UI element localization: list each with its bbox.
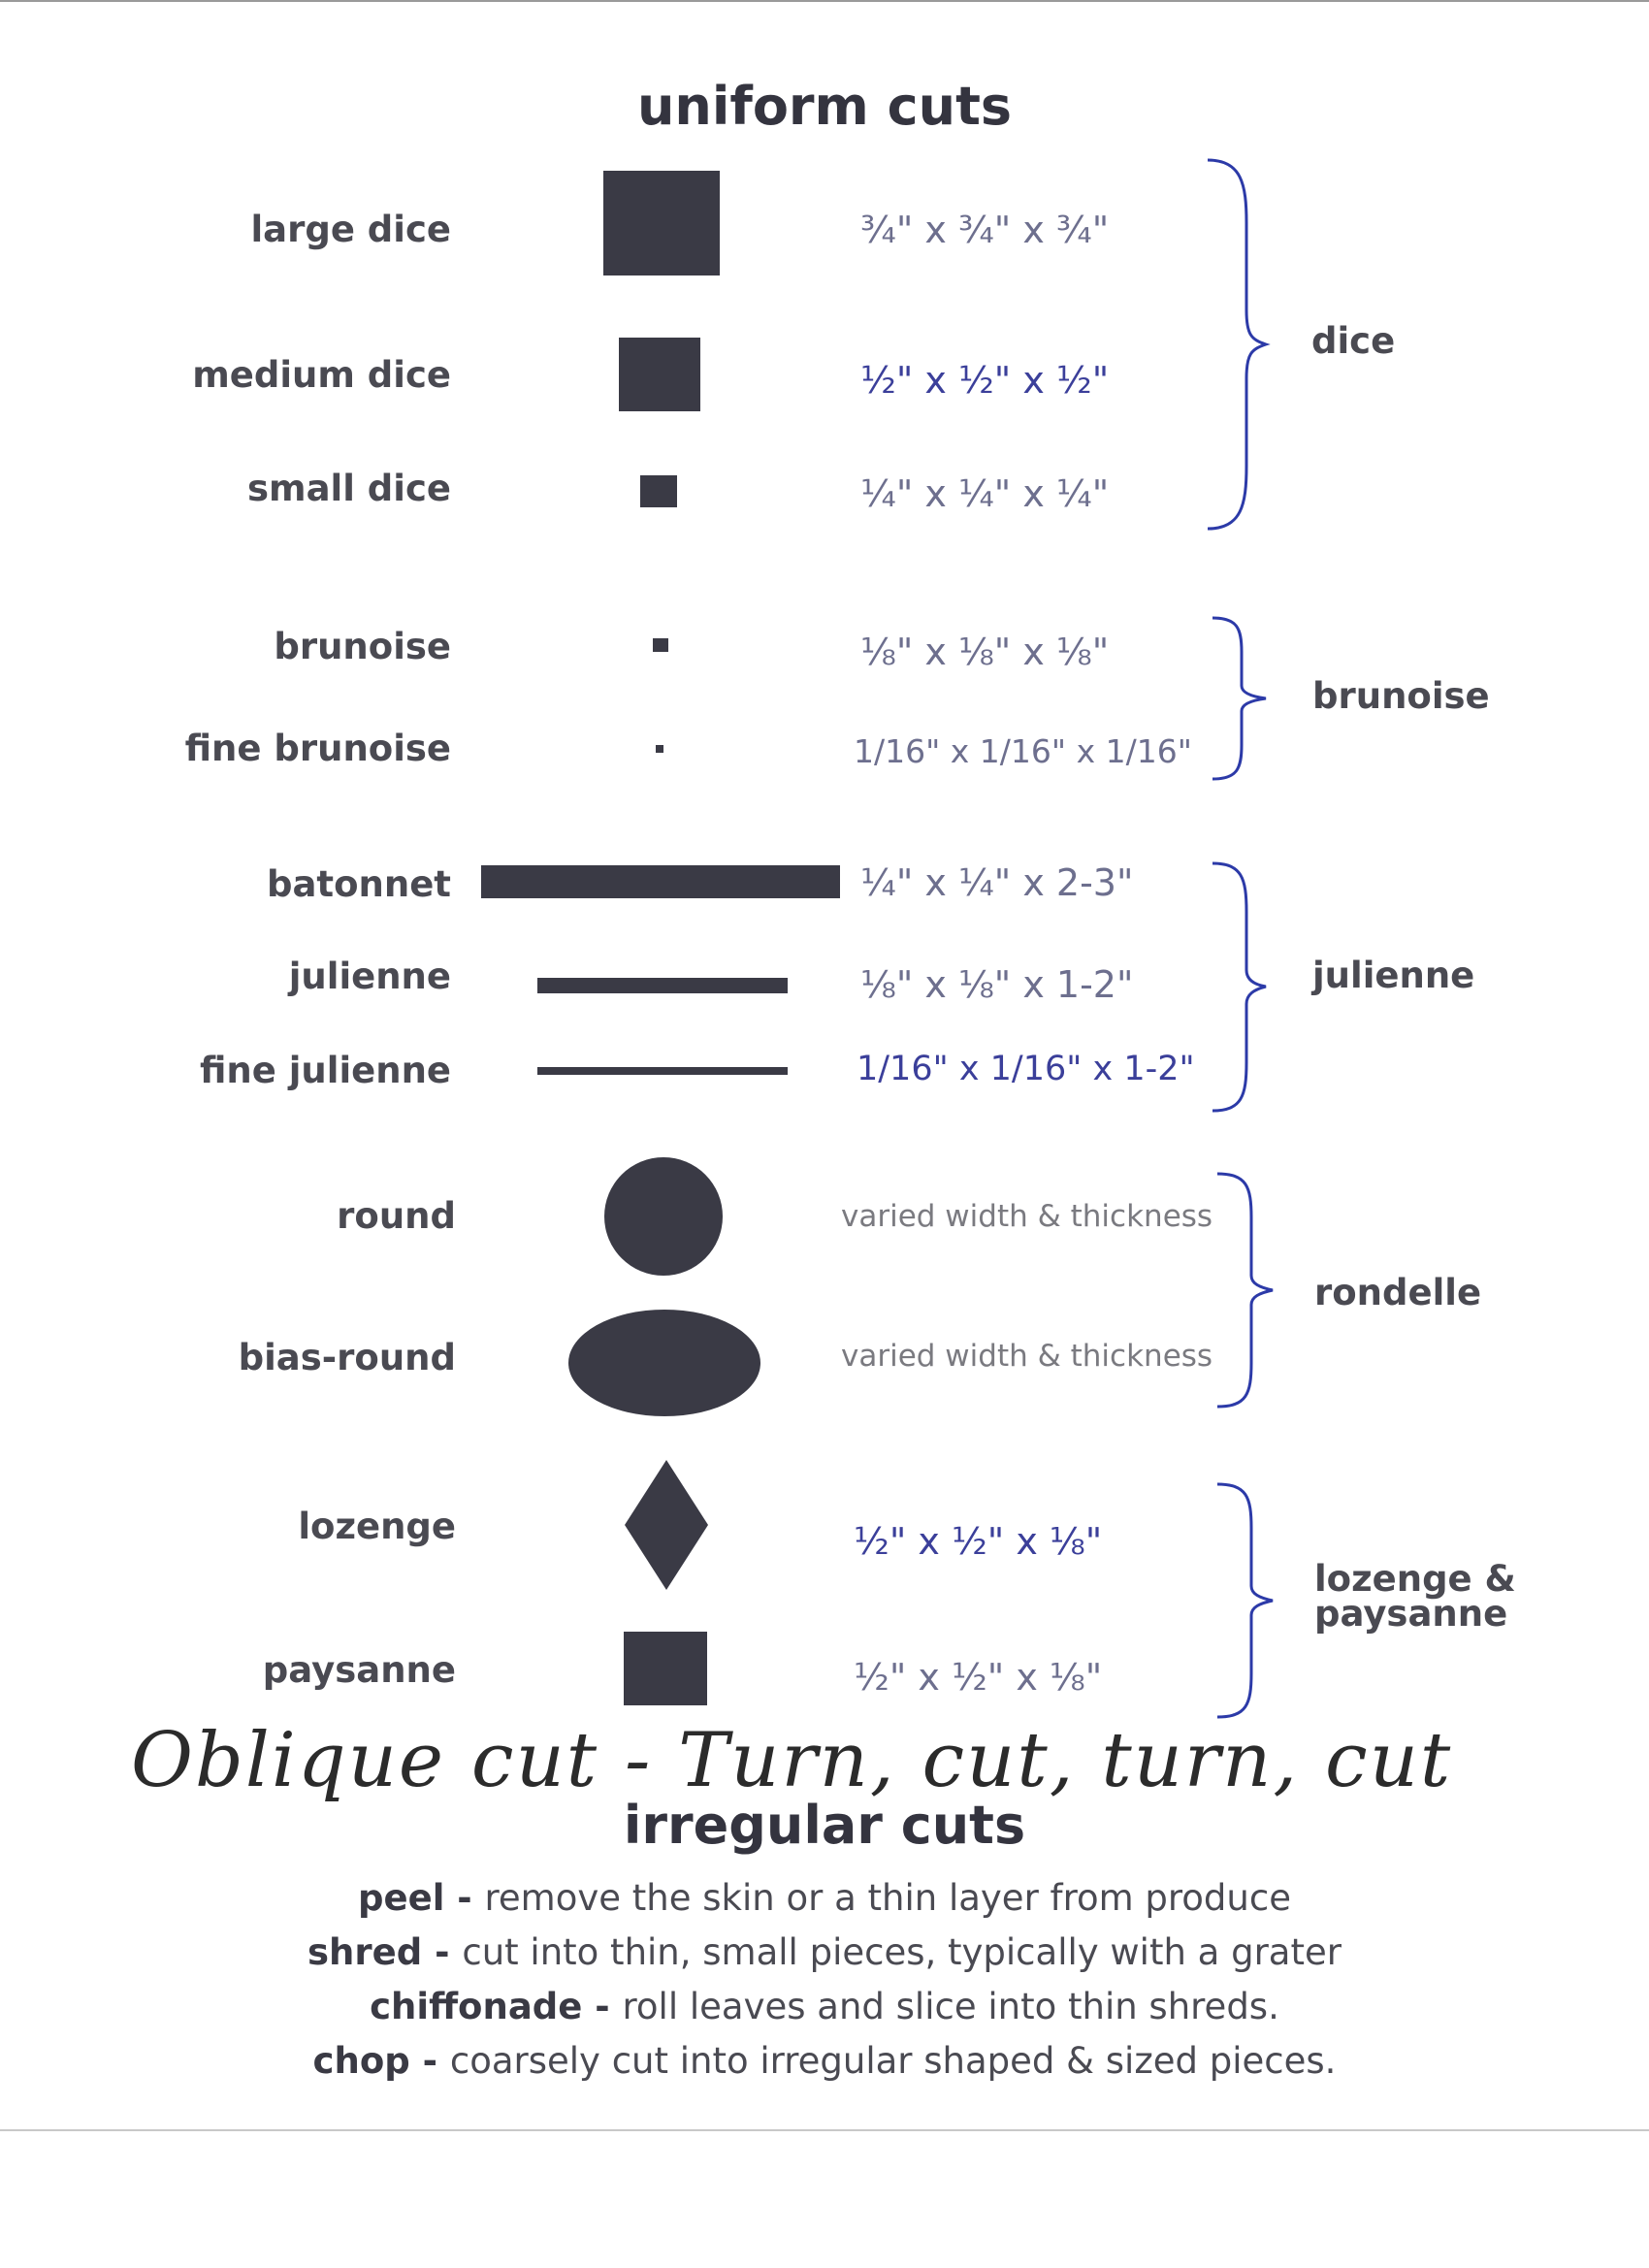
label-fine-brunoise: fine brunoise	[184, 728, 451, 769]
dims-paysanne: ½" x ½" x ⅛"	[854, 1656, 1103, 1699]
group-lozenge: lozenge &	[1314, 1558, 1516, 1600]
label-paysanne: paysanne	[262, 1649, 456, 1691]
dims-fine-julienne: 1/16" x 1/16" x 1-2"	[857, 1050, 1195, 1088]
julienne-bar	[537, 978, 788, 993]
brunoise-square	[653, 638, 668, 652]
label-julienne: julienne	[288, 956, 451, 997]
term-sep: -	[409, 2040, 450, 2082]
group-julienne: julienne	[1312, 955, 1475, 996]
round-circle	[604, 1157, 723, 1276]
label-batonnet: batonnet	[266, 863, 451, 905]
dims-fine-brunoise: 1/16" x 1/16" x 1/16"	[854, 732, 1192, 770]
group-brunoise: brunoise	[1312, 675, 1490, 717]
medium-dice-square	[619, 338, 700, 411]
group-dice: dice	[1311, 320, 1396, 362]
label-fine-julienne: fine julienne	[200, 1050, 451, 1091]
definition-text: coarsely cut into irregular shaped & sized pieces.	[449, 2040, 1337, 2082]
fine-brunoise-square	[656, 745, 663, 753]
lozenge-paysanne-brace	[1212, 1479, 1280, 1722]
dims-julienne: ⅛" x ⅛" x 1-2"	[860, 963, 1134, 1006]
dims-small-dice: ¼" x ¼" x ¼"	[860, 472, 1110, 515]
large-dice-square	[603, 171, 720, 275]
term-chiffonade: chiffonade	[370, 1986, 583, 2027]
term-peel: peel	[358, 1877, 445, 1919]
definition-chiffonade	[0, 1986, 1649, 2027]
dice-brace	[1203, 155, 1271, 534]
brunoise-brace	[1208, 613, 1276, 784]
term-chop: chop	[312, 2040, 410, 2082]
dims-medium-dice: ½" x ½" x ½"	[860, 359, 1110, 402]
bias-round-ellipse	[568, 1310, 760, 1416]
label-bias-round: bias-round	[238, 1337, 456, 1378]
top-edge-line	[0, 0, 1649, 2]
definition-chop	[0, 2040, 1649, 2082]
batonnet-bar	[481, 865, 840, 898]
dims-bias-round: varied width & thickness	[841, 1339, 1213, 1374]
dims-round: varied width & thickness	[841, 1199, 1213, 1234]
definition-text: roll leaves and slice into thin shreds.	[622, 1986, 1279, 2027]
term-shred: shred	[307, 1931, 423, 1973]
bottom-page-edge	[0, 2129, 1649, 2131]
fine-julienne-bar	[537, 1067, 788, 1075]
definition-text: cut into thin, small pieces, typically with a grater	[462, 1931, 1342, 1973]
lozenge-diamond	[625, 1460, 708, 1590]
label-large-dice: large dice	[250, 209, 451, 250]
rondelle-brace	[1212, 1169, 1280, 1411]
label-round: round	[337, 1195, 456, 1237]
small-dice-square	[640, 475, 677, 507]
julienne-brace	[1208, 859, 1276, 1116]
label-small-dice: small dice	[247, 468, 451, 509]
label-lozenge: lozenge	[298, 1506, 456, 1547]
dims-brunoise: ⅛" x ⅛" x ⅛"	[860, 631, 1110, 673]
paysanne-square	[624, 1632, 707, 1705]
definition-shred	[0, 1931, 1649, 1973]
uniform-cuts-title: uniform cuts	[636, 76, 1013, 137]
handwritten-note: Oblique cut - Turn, cut, turn, cut	[131, 1717, 1453, 1804]
term-sep: -	[422, 1931, 463, 1973]
irregular-cuts-title: irregular cuts	[623, 1795, 1026, 1856]
term-sep: -	[582, 1986, 623, 2027]
term-sep: -	[444, 1877, 485, 1919]
definition-peel	[0, 1877, 1649, 1919]
label-medium-dice: medium dice	[192, 354, 451, 396]
group-rondelle: rondelle	[1314, 1272, 1482, 1313]
definition-text: remove the skin or a thin layer from produce	[484, 1877, 1291, 1919]
label-brunoise: brunoise	[274, 626, 451, 667]
dims-large-dice: ¾" x ¾" x ¾"	[860, 209, 1110, 251]
dims-batonnet: ¼" x ¼" x 2-3"	[860, 861, 1134, 904]
dims-lozenge: ½" x ½" x ⅛"	[854, 1520, 1103, 1563]
group-paysanne: paysanne	[1314, 1593, 1508, 1635]
